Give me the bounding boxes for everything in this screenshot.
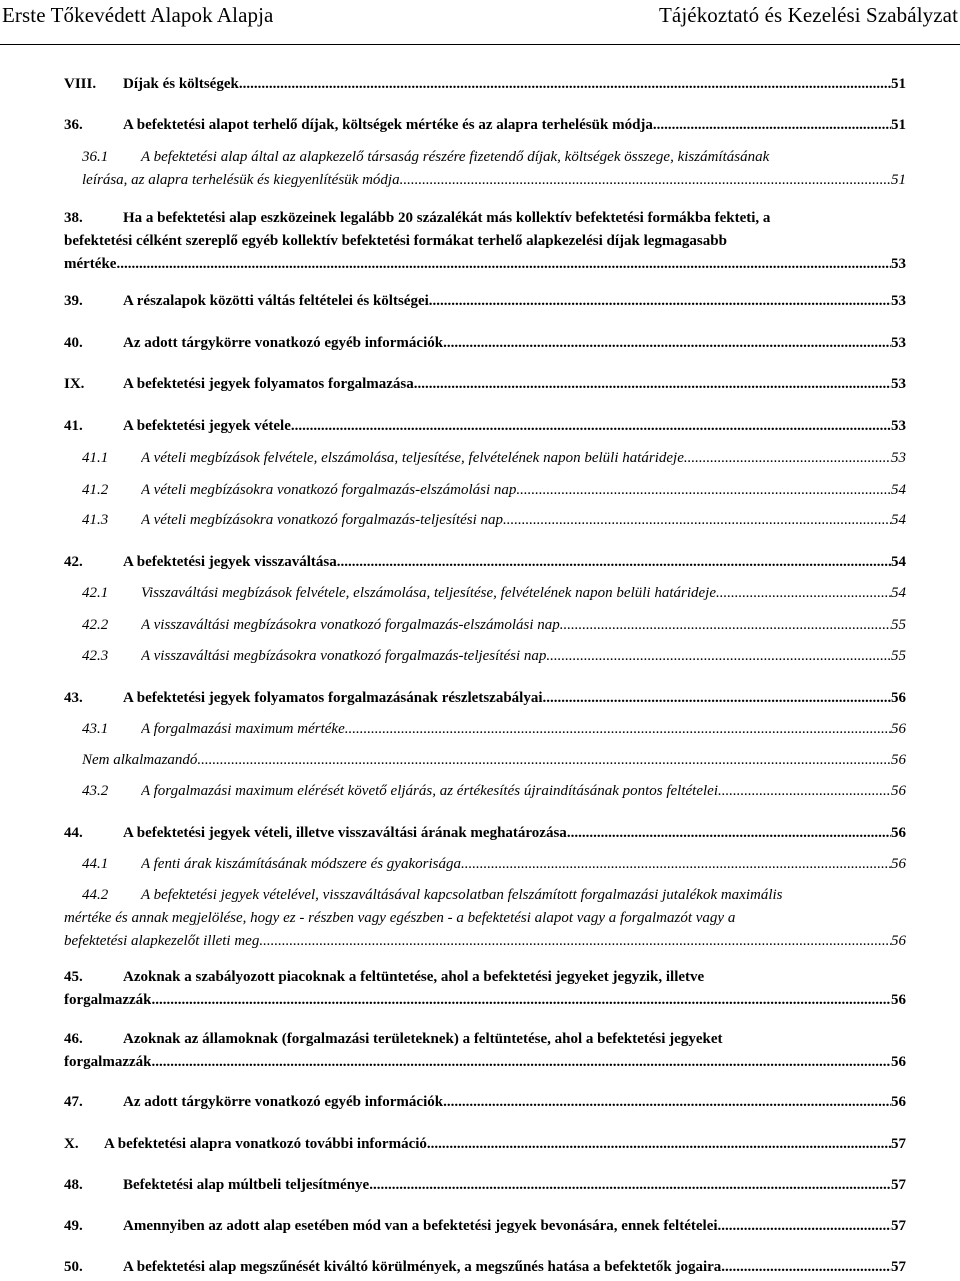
toc-entry-41-3[interactable] — [82, 509, 906, 532]
toc-number: 50. — [64, 1259, 83, 1275]
document-title: Tájékoztató és Kezelési Szabályzat — [659, 3, 958, 27]
toc-title: A vételi megbízások felvétele, elszámolása, teljesítése, felvételének napon belüli határideje — [141, 450, 684, 466]
toc-title: A forgalmazási maximum elérését követő eljárás, az értékesítés újraindításának pontos feltételei — [141, 783, 718, 799]
dot-leader — [718, 780, 891, 803]
toc-title: A visszaváltási megbízásokra vonatkozó forgalmazás-teljesítési nap — [141, 648, 547, 664]
toc-page: 51 — [891, 117, 906, 133]
dot-leader — [151, 989, 891, 1012]
toc-title: forgalmazzák — [64, 1054, 152, 1070]
toc-title: Amennyiben az adott alap esetében mód van a befektetési jegyek bevonására, ennek feltételei — [123, 1218, 718, 1234]
toc-page: 51 — [891, 172, 906, 188]
toc-title: A befektetési alapot terhelő díjak, költségek mértéke és az alapra terhelésük módja — [123, 117, 653, 133]
toc-title-line: befektetési célként szereplő egyéb kollektív befektetési formákat terhelő alapkezelési díjak legmagasabb — [64, 233, 727, 249]
toc-number: 44. — [64, 825, 83, 841]
toc-page: 54 — [891, 512, 906, 528]
toc-number: 44.1 — [82, 856, 109, 872]
toc-entry-40[interactable] — [64, 332, 906, 355]
toc-page: 57 — [891, 1136, 906, 1152]
toc-title: Díjak és költségek — [123, 76, 239, 92]
toc-page: 56 — [891, 721, 906, 737]
toc-title: leírása, az alapra terhelésük és kiegyenlítésük módja — [82, 172, 400, 188]
toc-number: 42.3 — [82, 648, 109, 664]
dot-leader — [443, 1091, 891, 1114]
toc-entry-ix[interactable] — [64, 373, 906, 396]
dot-leader — [201, 749, 891, 772]
toc-number: 46. — [64, 1031, 83, 1047]
dot-leader — [337, 551, 891, 574]
toc-number: X. — [64, 1136, 79, 1152]
toc-entry-43[interactable] — [64, 687, 906, 710]
toc-title-line: A befektetési jegyek vételével, visszaváltásával kapcsolatban felszámított forgalmazási jutalékok maximális — [141, 887, 783, 903]
toc-entry-43-1[interactable] — [82, 718, 906, 741]
toc-page: 56 — [891, 992, 906, 1008]
toc-title: A befektetési jegyek vételi, illetve visszaváltási árának meghatározása — [123, 825, 567, 841]
dot-leader — [400, 169, 891, 192]
toc-number: 43.2 — [82, 783, 109, 799]
toc-number: 43.1 — [82, 721, 109, 737]
toc-page: 54 — [891, 554, 906, 570]
toc-number: 42. — [64, 554, 83, 570]
toc-entry-44[interactable] — [64, 822, 906, 845]
toc-entry-46[interactable] — [64, 1028, 906, 1074]
toc-page: 54 — [891, 585, 906, 601]
toc-page: 54 — [891, 482, 906, 498]
dot-leader — [116, 253, 891, 276]
toc-title: A befektetési alap megszűnését kiváltó körülmények, a megszűnés hatása a befektetők jogaira — [123, 1259, 722, 1275]
dot-leader — [461, 853, 891, 876]
toc-entry-49[interactable] — [64, 1215, 906, 1238]
toc-number: 42.1 — [82, 585, 109, 601]
toc-page: 55 — [891, 617, 906, 633]
toc-entry-42-2[interactable] — [82, 614, 906, 637]
toc-page: 53 — [891, 256, 906, 272]
toc-title: Visszaváltási megbízások felvétele, elszámolása, teljesítése, felvételének napon belüli határideje — [141, 585, 716, 601]
toc-page: 53 — [891, 335, 906, 351]
toc-entry-36-1[interactable] — [82, 146, 906, 192]
toc-number: 44.2 — [82, 887, 109, 903]
toc-title-line: A befektetési alap által az alapkezelő társaság részére fizetendő díjak, költségek összege, kiszámításának — [141, 149, 770, 165]
dot-leader — [721, 1256, 891, 1279]
toc-number: 41. — [64, 418, 83, 434]
toc-entry-48[interactable] — [64, 1174, 906, 1197]
toc-number: 48. — [64, 1177, 83, 1193]
toc-title: A forgalmazási maximum mértéke — [141, 721, 345, 737]
toc-number: 47. — [64, 1094, 83, 1110]
toc-number: 39. — [64, 293, 83, 309]
toc-title: A visszaváltási megbízásokra vonatkozó forgalmazás-elszámolási nap — [141, 617, 560, 633]
toc-title: forgalmazzák — [64, 992, 152, 1008]
dot-leader — [259, 930, 891, 953]
toc-entry-36[interactable] — [64, 114, 906, 137]
dot-leader — [443, 332, 891, 355]
toc-number: VIII. — [64, 76, 97, 92]
dot-leader — [291, 415, 891, 438]
toc-title: A fenti árak kiszámításának módszere és gyakorisága — [141, 856, 461, 872]
toc-page: 53 — [891, 376, 906, 392]
toc-page: 56 — [891, 783, 906, 799]
toc-entry-41-1[interactable] — [82, 447, 906, 470]
toc-page: 57 — [891, 1177, 906, 1193]
toc-title-line: mértéke és annak megjelölése, hogy ez - részben vagy egészben - a befektetési alapot vagy a forgalmazót vagy a — [64, 910, 736, 926]
toc-title-line: Azoknak az államoknak (forgalmazási területeknek) a feltüntetése, ahol a befektetési jegyeket — [123, 1031, 723, 1047]
toc-entry-viii[interactable] — [64, 73, 906, 96]
toc-page: 56 — [891, 933, 906, 949]
dot-leader — [653, 114, 891, 137]
toc-number: 49. — [64, 1218, 83, 1234]
toc-entry-50[interactable] — [64, 1256, 906, 1279]
toc-title: A befektetési jegyek vétele — [123, 418, 291, 434]
toc-number: 38. — [64, 210, 83, 226]
toc-number: 45. — [64, 969, 83, 985]
toc-page: 53 — [891, 418, 906, 434]
toc-number: 36.1 — [82, 149, 109, 165]
toc-title: A befektetési jegyek visszaváltása — [123, 554, 337, 570]
toc-title: A vételi megbízásokra vonatkozó forgalmazás-teljesítési nap — [141, 512, 504, 528]
toc-page: 57 — [891, 1218, 906, 1234]
dot-leader — [429, 290, 891, 313]
dot-leader — [560, 614, 891, 637]
toc-entry-44-1[interactable] — [82, 853, 906, 876]
toc-title: A vételi megbízásokra vonatkozó forgalmazás-elszámolási nap — [141, 482, 517, 498]
toc-page: 55 — [891, 648, 906, 664]
toc-page: 53 — [891, 293, 906, 309]
toc-page: 56 — [891, 752, 906, 768]
toc-title: A befektetési jegyek folyamatos forgalmazása — [123, 376, 414, 392]
toc-entry-41-2[interactable] — [82, 479, 906, 502]
dot-leader — [345, 718, 891, 741]
toc-title-line: Ha a befektetési alap eszközeinek legalább 20 százalékát más kollektív befektetési formákba fekteti, a — [123, 210, 771, 226]
dot-leader — [414, 373, 891, 396]
toc-entry-47[interactable] — [64, 1091, 906, 1114]
toc-title: Az adott tárgykörre vonatkozó egyéb információk — [123, 1094, 444, 1110]
dot-leader — [239, 73, 891, 96]
toc-title: A részalapok közötti váltás feltételei és költségei — [123, 293, 429, 309]
toc-number: IX. — [64, 376, 85, 392]
toc-page: 56 — [891, 856, 906, 872]
toc-title: Befektetési alap múltbeli teljesítménye — [123, 1177, 370, 1193]
toc-entry-42-1[interactable] — [82, 582, 906, 605]
toc-entry-38[interactable] — [64, 207, 906, 276]
toc-title: Nem alkalmazandó. — [82, 752, 202, 768]
toc-page: 56 — [891, 825, 906, 841]
toc-entry-44-2[interactable] — [64, 884, 906, 953]
toc-number: 41.3 — [82, 512, 109, 528]
toc-title: A befektetési alapra vonatkozó további információ — [104, 1136, 427, 1152]
toc-title: befektetési alapkezelőt illeti meg — [64, 933, 260, 949]
dot-leader — [543, 687, 891, 710]
dot-leader — [546, 645, 891, 668]
dot-leader — [516, 479, 891, 502]
toc-number: 41.2 — [82, 482, 109, 498]
fund-name: Erste Tőkevédett Alapok Alapja — [2, 3, 274, 27]
toc-title: Az adott tárgykörre vonatkozó egyéb információk — [123, 335, 444, 351]
toc-number: 40. — [64, 335, 83, 351]
toc-page: 56 — [891, 1054, 906, 1070]
toc-entry-x[interactable] — [64, 1133, 906, 1156]
dot-leader — [427, 1133, 891, 1156]
toc-page: 53 — [891, 450, 906, 466]
dot-leader — [369, 1174, 891, 1197]
toc-page: 51 — [891, 76, 906, 92]
dot-leader — [503, 509, 891, 532]
dot-leader — [151, 1051, 891, 1074]
toc-number: 36. — [64, 117, 83, 133]
toc-entry-39[interactable] — [64, 290, 906, 313]
toc-entry-not-applicable[interactable] — [82, 749, 906, 772]
toc-entry-42[interactable] — [64, 551, 906, 574]
page-header — [0, 0, 960, 45]
toc-page: 57 — [891, 1259, 906, 1275]
toc-title: A befektetési jegyek folyamatos forgalmazásának részletszabályai — [123, 690, 543, 706]
dot-leader — [718, 1215, 891, 1238]
toc-entry-42-3[interactable] — [82, 645, 906, 668]
toc-number: 42.2 — [82, 617, 109, 633]
toc-title: mértéke — [64, 256, 117, 272]
toc-page: 56 — [891, 690, 906, 706]
toc-entry-43-2[interactable] — [82, 780, 906, 803]
dot-leader — [567, 822, 891, 845]
dot-leader — [716, 582, 891, 605]
dot-leader — [684, 447, 891, 470]
toc-page: 56 — [891, 1094, 906, 1110]
toc-number: 41.1 — [82, 450, 109, 466]
toc-number: 43. — [64, 690, 83, 706]
toc-entry-41[interactable] — [64, 415, 906, 438]
toc-title-line: Azoknak a szabályozott piacoknak a feltüntetése, ahol a befektetési jegyeket jegyzik, illetve — [123, 969, 705, 985]
toc-entry-45[interactable] — [64, 966, 906, 1012]
